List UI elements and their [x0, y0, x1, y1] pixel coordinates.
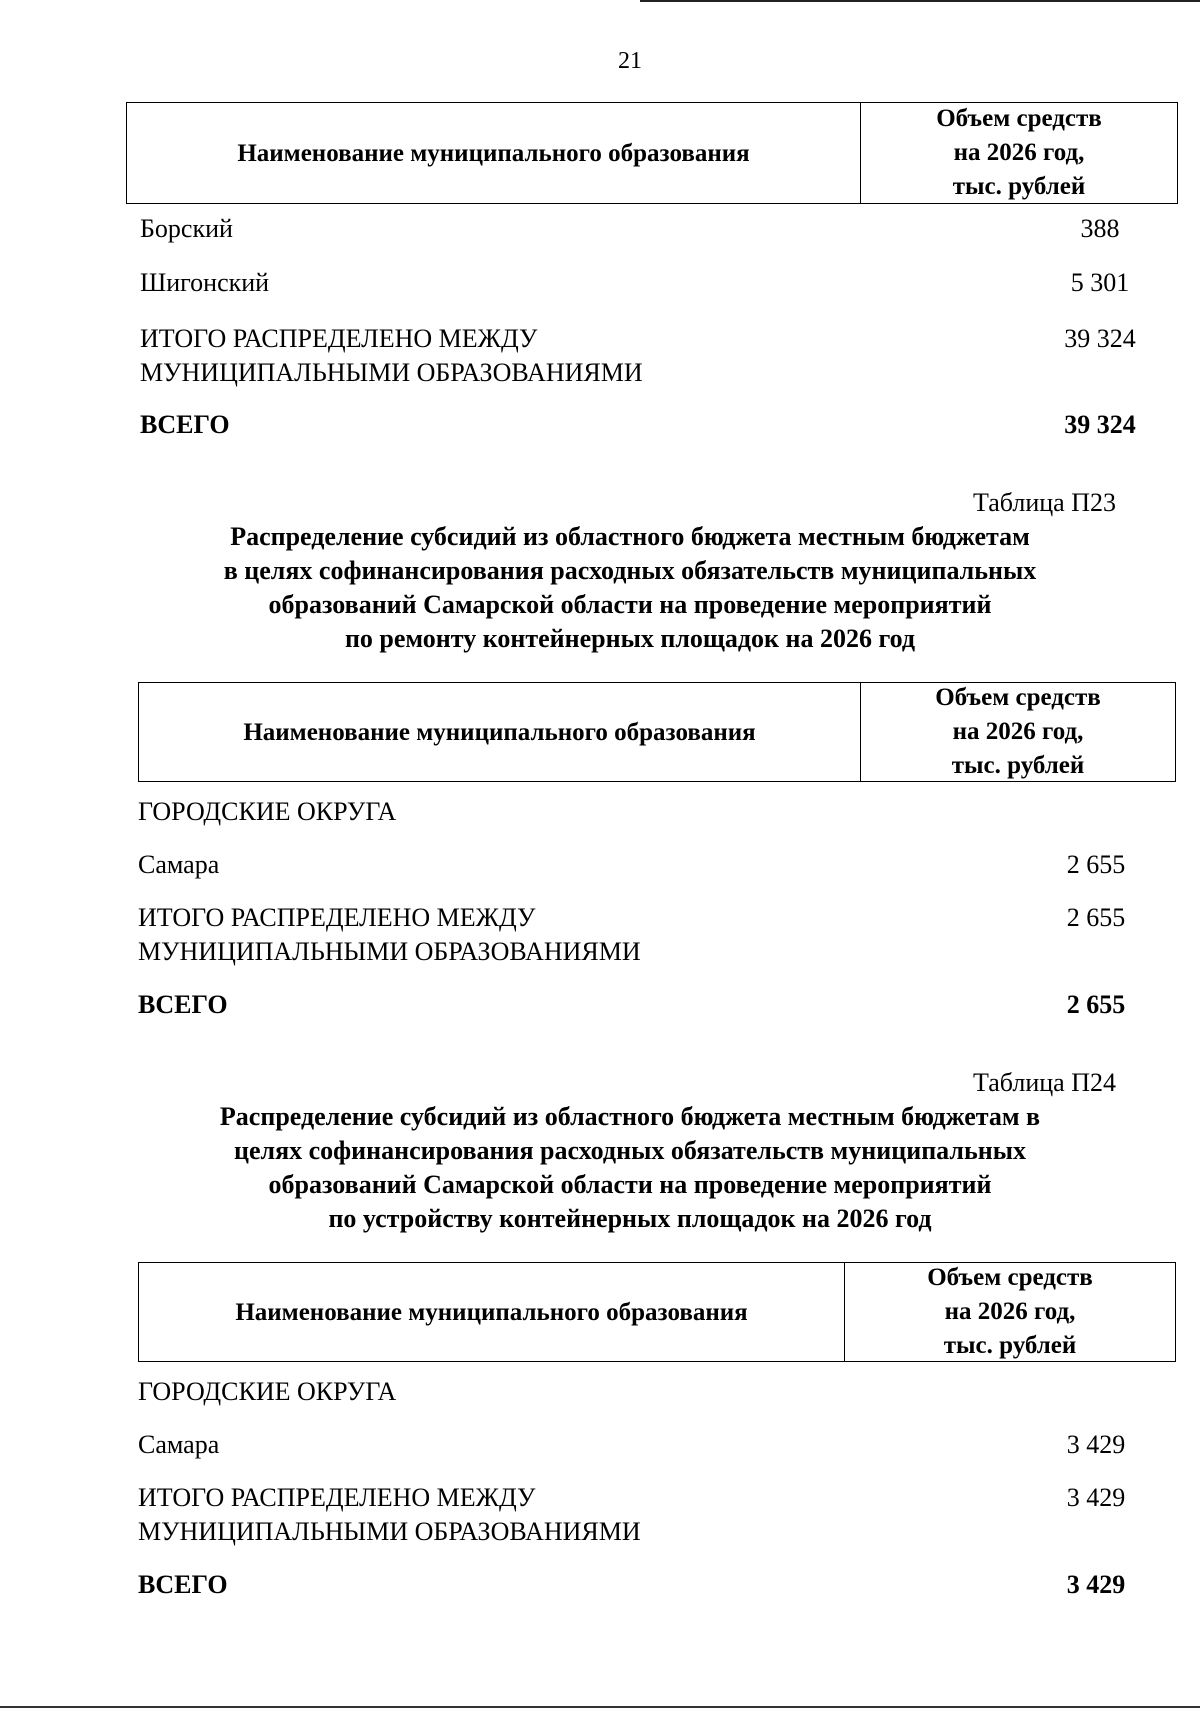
row-name: ИТОГО РАСПРЕДЕЛЕНО МЕЖДУ МУНИЦИПАЛЬНЫМИ ОБРАЗОВАНИЯМИ: [140, 324, 643, 387]
row-value: 39 324: [1064, 324, 1136, 353]
page-number: 21: [618, 48, 642, 74]
table-label: Таблица П24: [973, 1068, 1116, 1097]
table-title: Распределение субсидий из областного бюджета местным бюджетам в целях софинансирования расходных обязательств муниципальных образований Самарской области на проведение мероприятий по ремонту контейнерных площадок на 2026 год: [223, 522, 1037, 653]
header-value-column: Объем средств на 2026 год, тыс. рублей: [927, 1264, 1093, 1359]
header-value-column: Объем средств на 2026 год, тыс. рублей: [936, 105, 1102, 200]
row-value: 2 655: [1066, 990, 1126, 1019]
row-name: Борский: [140, 214, 233, 243]
section-label-text: ГОРОДСКИЕ ОКРУГА: [138, 1377, 397, 1406]
row-name: ВСЕГО: [138, 990, 228, 1019]
row-value: 3 429: [1066, 1570, 1126, 1599]
row-name: Шигонский: [140, 268, 270, 297]
row-name: ИТОГО РАСПРЕДЕЛЕНО МЕЖДУ МУНИЦИПАЛЬНЫМИ ОБРАЗОВАНИЯМИ: [138, 1483, 641, 1546]
row-name: ВСЕГО: [140, 410, 230, 439]
table-title: Распределение субсидий из областного бюджета местным бюджетам в целях софинансирования расходных обязательств муниципальных образований Самарской области на проведение мероприятий по устройству контейнерных площадок на 2026 год: [219, 1102, 1041, 1233]
row-value: 3 429: [1066, 1483, 1126, 1512]
table-label: Таблица П23: [973, 488, 1116, 517]
table2-header: [138, 682, 1176, 782]
row-name: ВСЕГО: [138, 1570, 228, 1599]
section-label-text: ГОРОДСКИЕ ОКРУГА: [138, 797, 397, 826]
scan-edge-bottom: [0, 1706, 1200, 1708]
header-name-column: Наименование муниципального образования: [127, 103, 861, 203]
row-value: 3 429: [1066, 1430, 1126, 1459]
row-value: 5 301: [1070, 268, 1130, 297]
row-name: ИТОГО РАСПРЕДЕЛЕНО МЕЖДУ МУНИЦИПАЛЬНЫМИ ОБРАЗОВАНИЯМИ: [138, 903, 641, 966]
scan-edge-top: [640, 0, 1200, 2]
row-value: 2 655: [1066, 903, 1126, 932]
row-name: Самара: [138, 850, 220, 879]
row-name: Самара: [138, 1430, 220, 1459]
row-value: 388: [1080, 214, 1120, 243]
row-value: 39 324: [1064, 410, 1136, 439]
table3-header: [138, 1262, 1176, 1362]
header-name-column: Наименование муниципального образования: [139, 683, 861, 781]
header-value-column: Объем средств на 2026 год, тыс. рублей: [935, 684, 1101, 779]
header-name-column: Наименование муниципального образования: [139, 1263, 845, 1361]
row-value: 2 655: [1066, 850, 1126, 879]
table1-header: [126, 102, 1178, 204]
